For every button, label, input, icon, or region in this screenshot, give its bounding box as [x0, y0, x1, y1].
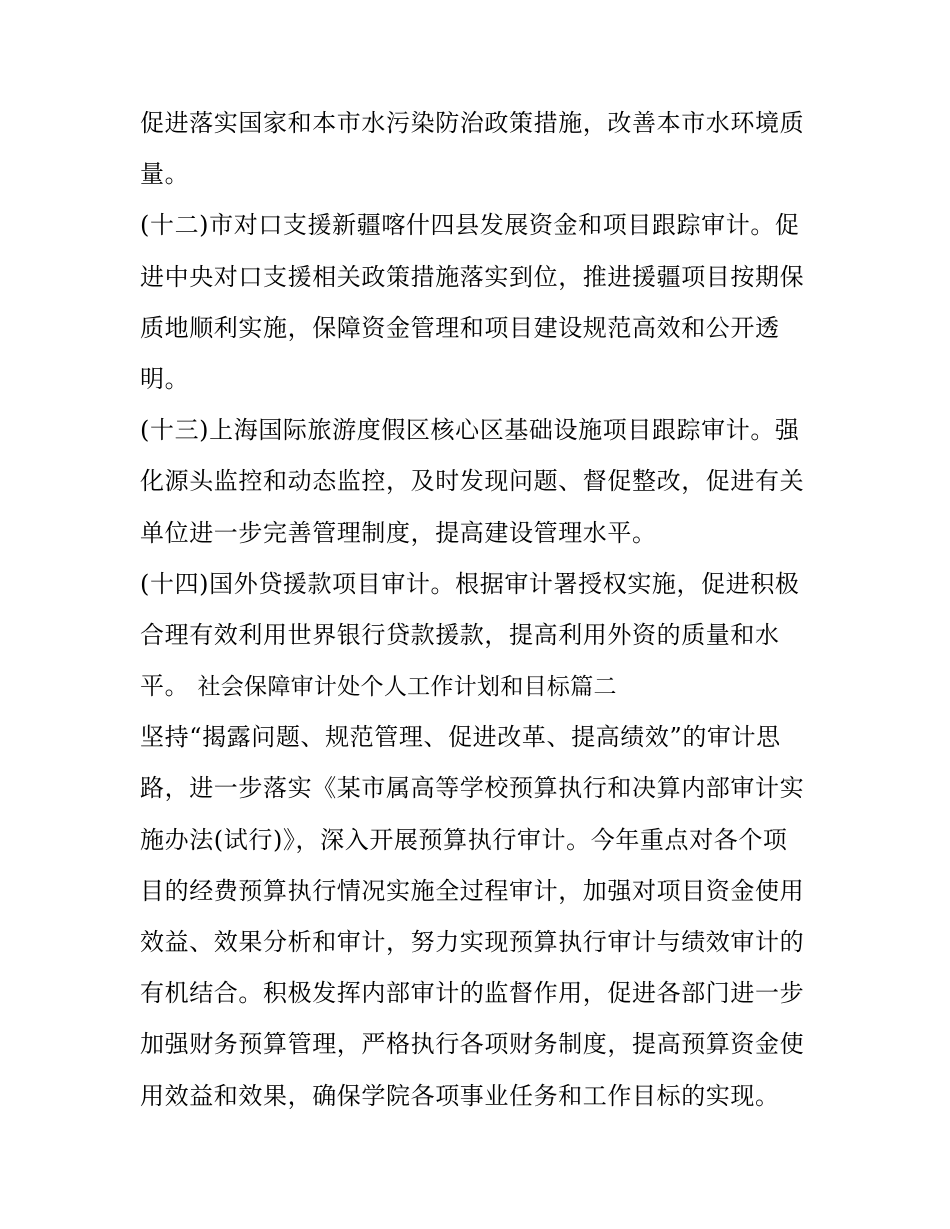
text-line: 目的经费预算执行情况实施全过程审计，加强对项目资金使用 — [140, 876, 805, 905]
text-line: 施办法(试行)》，深入开展预算执行审计。今年重点对各个项 — [140, 825, 788, 854]
text-line: 加强财务预算管理，严格执行各项财务制度，提高预算资金使 — [140, 1030, 805, 1059]
text-line: (十四)国外贷援款项目审计。根据审计署授权实施，促进积极 — [140, 569, 800, 598]
text-line: 平。 — [140, 672, 190, 701]
text-line: 化源头监控和动态监控，及时发现问题、督促整改，促进有关 — [140, 467, 805, 496]
text-line: 量。 — [140, 160, 190, 189]
text-line: 合理有效利用世界银行贷款援款，提高利用外资的质量和水 — [140, 620, 780, 649]
text-line: 明。 — [140, 364, 190, 393]
text-line: 单位进一步完善管理制度，提高建设管理水平。 — [140, 518, 657, 547]
body-text — [140, 98, 820, 1122]
text-line: 效益、效果分析和审计，努力实现预算执行审计与绩效审计的 — [140, 928, 805, 956]
text-line: (十三)上海国际旅游度假区核心区基础设施项目跟踪审计。强 — [140, 416, 800, 445]
text-line: 路，进一步落实《某市属高等学校预算执行和决算内部审计实 — [140, 774, 805, 803]
text-line-with-heading — [140, 661, 820, 712]
text-line: (十二)市对口支援新疆喀什四县发展资金和项目跟踪审计。促 — [140, 211, 800, 240]
text-line: 坚持“揭露问题、规范管理、促进改革、提高绩效”的审计思 — [140, 723, 781, 752]
section-heading: 社会保障审计处个人工作计划和目标篇二 — [197, 674, 617, 701]
text-line: 进中央对口支援相关政策措施落实到位，推进援疆项目按期保 — [140, 262, 805, 291]
text-line: 促进落实国家和本市水污染防治政策措施，改善本市水环境质 — [140, 109, 805, 137]
text-line: 用效益和效果，确保学院各项事业任务和工作目标的实现。 — [140, 1081, 780, 1110]
text-line: 有机结合。积极发挥内部审计的监督作用，促进各部门进一步 — [140, 979, 805, 1008]
text-line: 质地顺利实施，保障资金管理和项目建设规范高效和公开透 — [140, 313, 780, 342]
